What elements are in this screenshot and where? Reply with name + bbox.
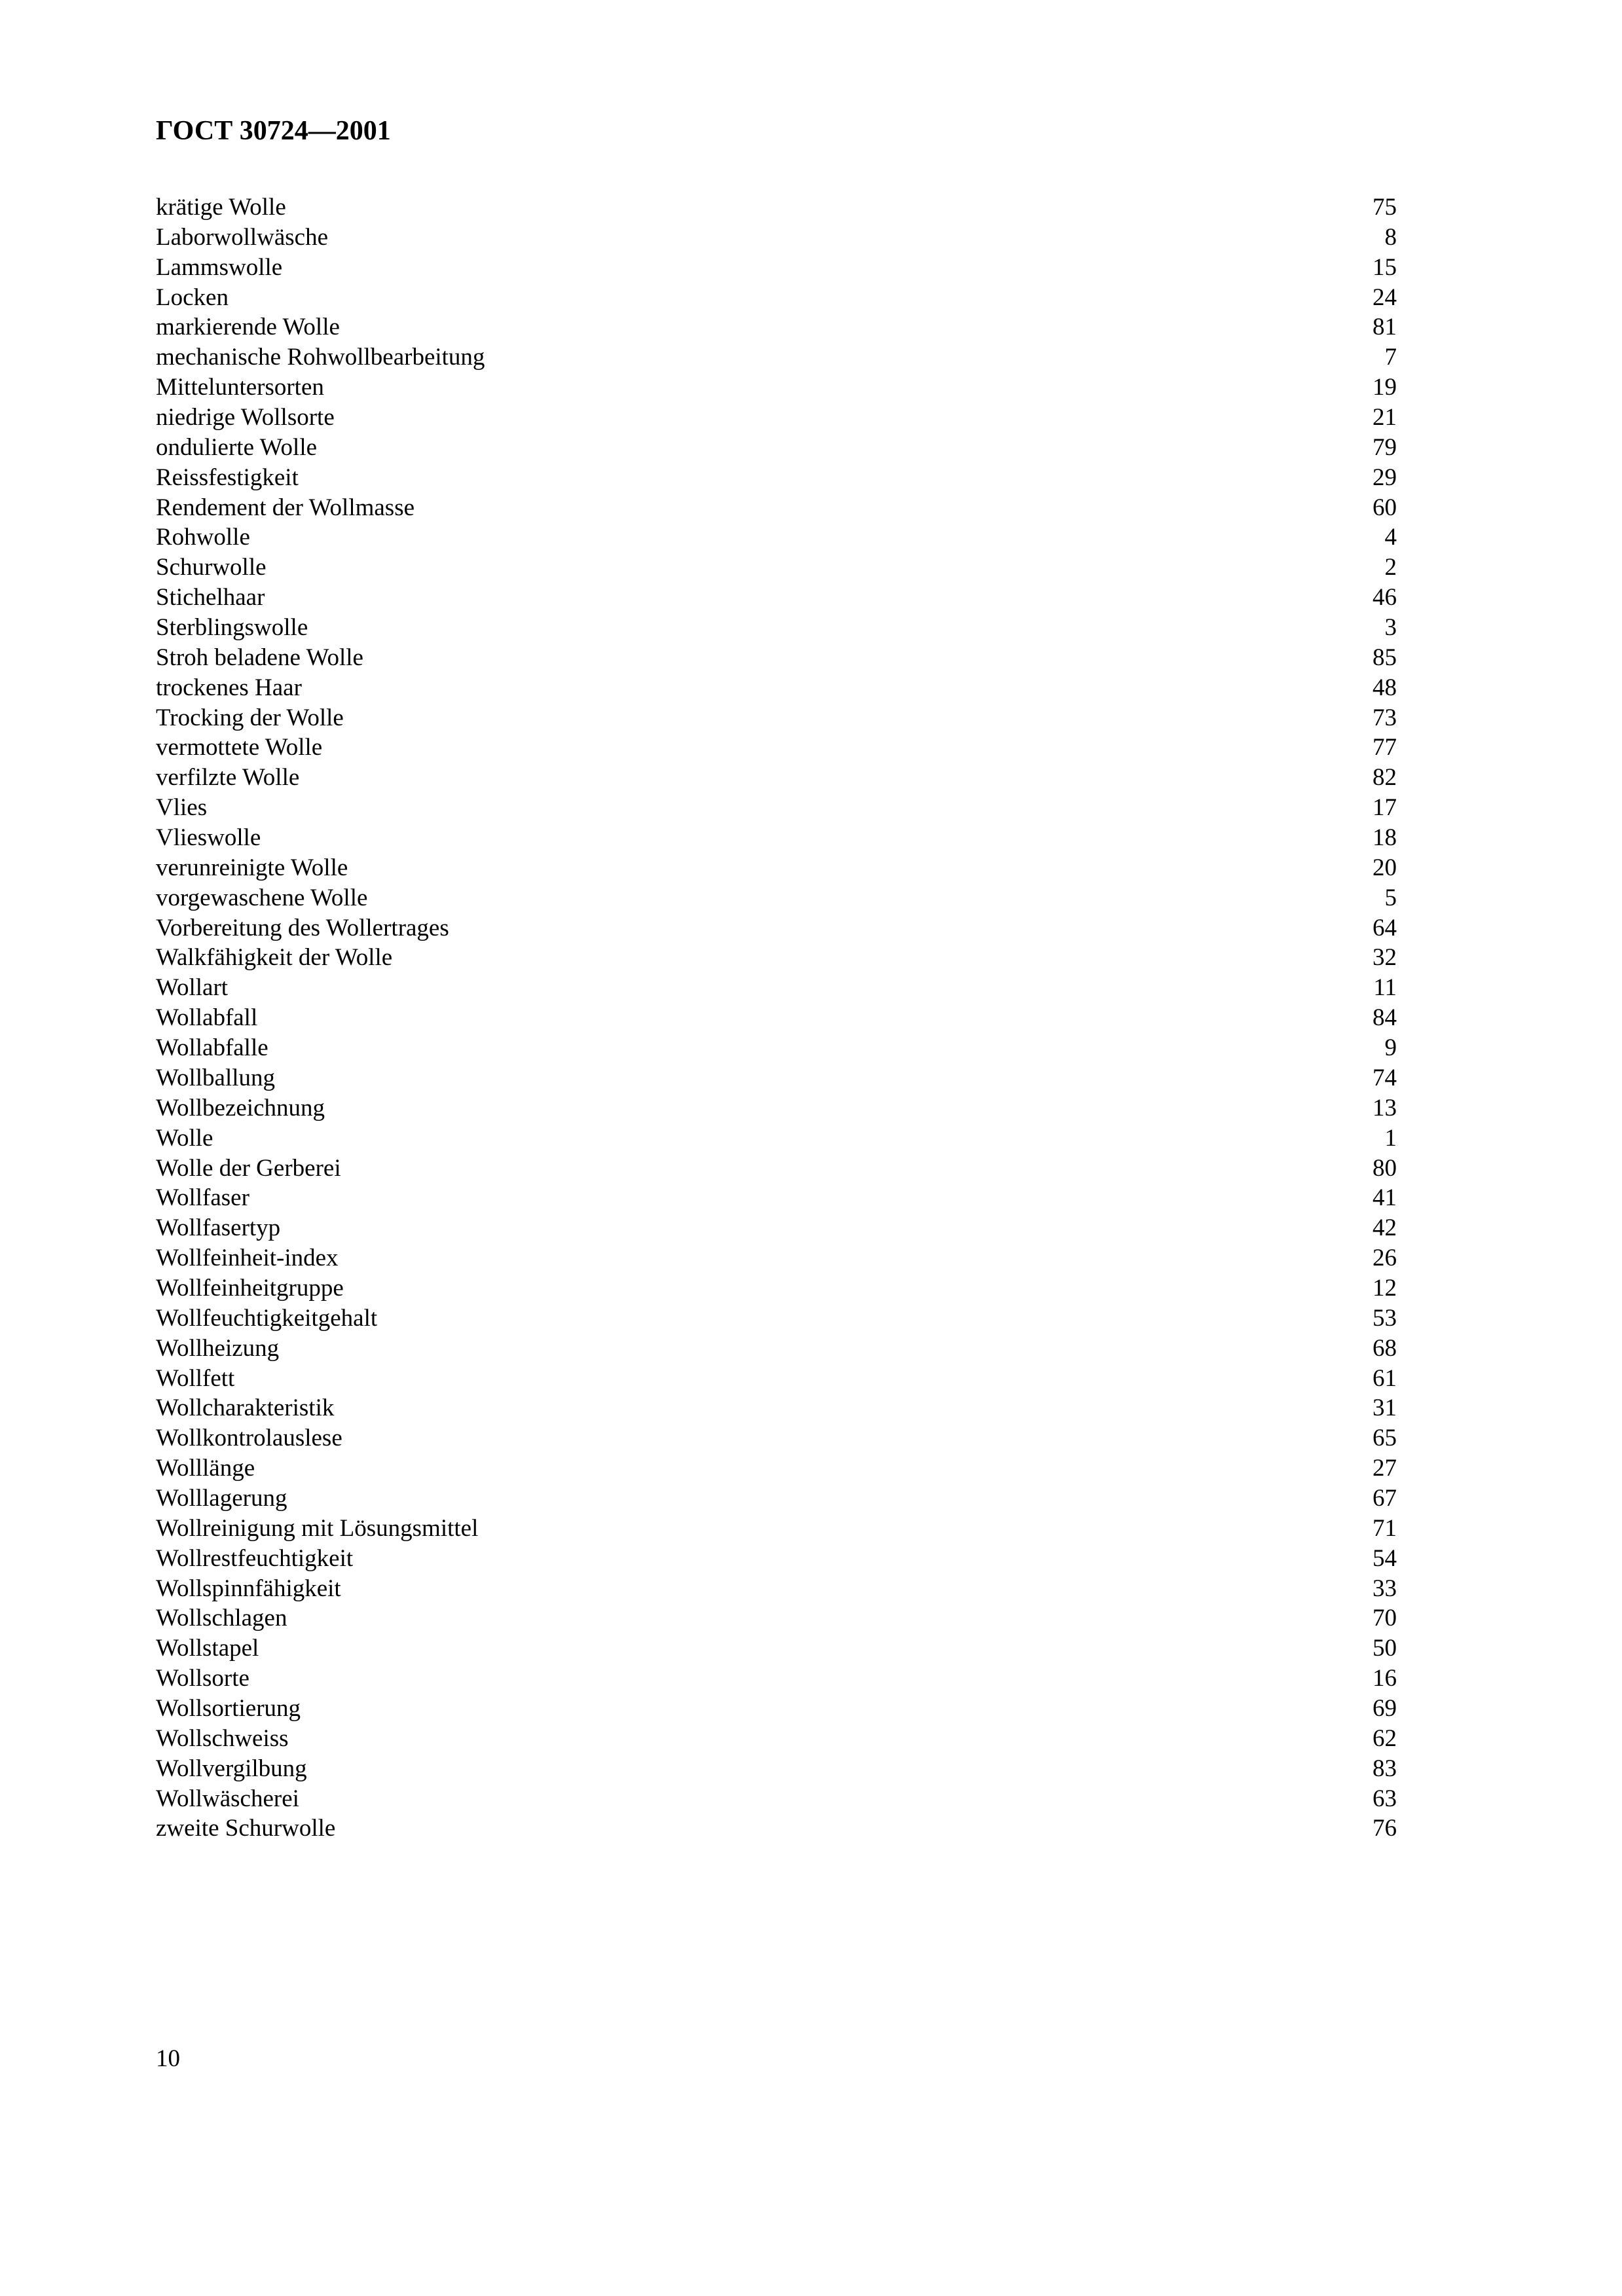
index-entry <box>156 223 1397 253</box>
index-entry <box>156 1423 1397 1453</box>
index-entry <box>156 703 1397 733</box>
index-term-number: 75 <box>1373 194 1397 221</box>
index-term-number: 24 <box>1373 283 1397 311</box>
index-entry <box>156 973 1397 1003</box>
index-term-number: 12 <box>1373 1274 1397 1302</box>
index-term: zweite Schurwolle <box>156 1815 336 1842</box>
index-entry <box>156 1514 1397 1544</box>
index-entry <box>156 1003 1397 1033</box>
index-term: Wollheizung <box>156 1334 280 1362</box>
index-term-number: 50 <box>1373 1635 1397 1662</box>
index-entry <box>156 1633 1397 1664</box>
index-entry <box>156 1813 1397 1844</box>
index-term: Wolllagerung <box>156 1484 287 1512</box>
index-entry <box>156 733 1397 763</box>
index-term-number: 82 <box>1373 764 1397 792</box>
index-term-number: 32 <box>1373 944 1397 972</box>
index-term: Stroh beladene Wolle <box>156 644 363 671</box>
index-term: Wollballung <box>156 1064 276 1091</box>
index-entry <box>156 342 1397 373</box>
index-term: Wolle <box>156 1124 213 1152</box>
index-term: Wollcharakteristik <box>156 1394 335 1422</box>
index-term: vorgewaschene Wolle <box>156 884 368 911</box>
index-term-number: 85 <box>1373 644 1397 671</box>
index-term: Wollschlagen <box>156 1605 287 1632</box>
index-entry <box>156 1183 1397 1213</box>
index-entry <box>156 463 1397 493</box>
index-term-number: 18 <box>1373 824 1397 852</box>
index-entry <box>156 913 1397 943</box>
page-number: 10 <box>156 2045 180 2072</box>
index-entry <box>156 1364 1397 1394</box>
index-term-number: 77 <box>1373 734 1397 761</box>
index-entry <box>156 883 1397 913</box>
index-term: niedrige Wollsorte <box>156 404 335 431</box>
index-entry <box>156 283 1397 313</box>
index-term-number: 4 <box>1384 524 1397 551</box>
index-entry <box>156 853 1397 883</box>
index-term: Wollkontrolauslese <box>156 1425 342 1452</box>
index-term-number: 1 <box>1384 1124 1397 1152</box>
index-term-number: 48 <box>1373 674 1397 701</box>
index-term: Schurwolle <box>156 554 267 581</box>
index-term: Wollwäscherei <box>156 1785 299 1812</box>
index-term: Wollvergilbung <box>156 1755 307 1782</box>
index-term: Wolllänge <box>156 1455 255 1482</box>
index-term-number: 74 <box>1373 1064 1397 1091</box>
index-term-number: 70 <box>1373 1605 1397 1632</box>
index-term-number: 21 <box>1373 404 1397 431</box>
alphabetical-term-index <box>156 192 1397 1844</box>
index-term-number: 61 <box>1373 1364 1397 1392</box>
index-term-number: 79 <box>1373 433 1397 461</box>
index-entry <box>156 1273 1397 1303</box>
index-entry <box>156 1393 1397 1423</box>
index-entry <box>156 1574 1397 1604</box>
index-term: verunreinigte Wolle <box>156 854 348 881</box>
index-term-number: 73 <box>1373 704 1397 731</box>
index-term-number: 33 <box>1373 1575 1397 1602</box>
index-term: Locken <box>156 283 229 311</box>
index-term: Wollfeinheit-index <box>156 1245 339 1272</box>
index-term: Vlies <box>156 794 208 822</box>
index-term: markierende Wolle <box>156 314 340 341</box>
index-term-number: 62 <box>1373 1724 1397 1752</box>
index-term-number: 84 <box>1373 1004 1397 1032</box>
index-entry <box>156 373 1397 403</box>
index-term: Stichelhaar <box>156 584 265 611</box>
index-entry <box>156 1243 1397 1273</box>
index-term-number: 9 <box>1384 1034 1397 1062</box>
index-term-number: 26 <box>1373 1245 1397 1272</box>
index-term: Wollabfalle <box>156 1034 268 1062</box>
index-entry <box>156 1453 1397 1484</box>
index-term: mechanische Rohwollbearbeitung <box>156 344 485 371</box>
index-entry <box>156 613 1397 643</box>
index-term: Laborwollwäsche <box>156 223 329 251</box>
index-term: krätige Wolle <box>156 194 286 221</box>
index-entry <box>156 823 1397 853</box>
index-entry <box>156 1784 1397 1814</box>
index-term-number: 2 <box>1384 554 1397 581</box>
index-term: trockenes Haar <box>156 674 302 701</box>
index-term-number: 42 <box>1373 1214 1397 1242</box>
index-term-number: 76 <box>1373 1815 1397 1842</box>
index-entry <box>156 1544 1397 1574</box>
index-term-number: 68 <box>1373 1334 1397 1362</box>
index-term-number: 64 <box>1373 914 1397 941</box>
index-entry <box>156 553 1397 583</box>
index-entry <box>156 1664 1397 1694</box>
index-entry <box>156 583 1397 613</box>
index-entry <box>156 763 1397 793</box>
index-term: verfilzte Wolle <box>156 764 300 792</box>
index-term: Wollfeuchtigkeitgehalt <box>156 1304 378 1332</box>
index-entry <box>156 673 1397 703</box>
index-term: Wollfett <box>156 1364 235 1392</box>
index-entry <box>156 1303 1397 1334</box>
index-entry <box>156 1033 1397 1063</box>
index-entry <box>156 433 1397 463</box>
index-term: Wollfasertyp <box>156 1214 281 1242</box>
index-entry <box>156 1213 1397 1243</box>
index-term-number: 31 <box>1373 1394 1397 1422</box>
index-term-number: 29 <box>1373 464 1397 491</box>
index-entry <box>156 943 1397 973</box>
index-term-number: 5 <box>1384 884 1397 911</box>
index-term: Vlieswolle <box>156 824 261 852</box>
index-term: Trocking der Wolle <box>156 704 344 731</box>
index-term-number: 8 <box>1384 223 1397 251</box>
index-entry <box>156 192 1397 223</box>
index-entry <box>156 1603 1397 1633</box>
index-term-number: 17 <box>1373 794 1397 822</box>
index-term: Wollart <box>156 974 229 1002</box>
index-term: Wolle der Gerberei <box>156 1154 341 1182</box>
index-entry <box>156 1694 1397 1724</box>
index-term-number: 71 <box>1373 1514 1397 1542</box>
index-entry <box>156 312 1397 342</box>
index-term: Mitteluntersorten <box>156 374 324 401</box>
index-term-number: 80 <box>1373 1154 1397 1182</box>
index-term-number: 19 <box>1373 374 1397 401</box>
index-entry <box>156 1754 1397 1784</box>
index-term: Rendement der Wollmasse <box>156 494 415 521</box>
index-term-number: 81 <box>1373 314 1397 341</box>
index-term-number: 20 <box>1373 854 1397 881</box>
index-term-number: 63 <box>1373 1785 1397 1812</box>
index-entry <box>156 403 1397 433</box>
index-term-number: 11 <box>1373 974 1397 1002</box>
index-term-number: 60 <box>1373 494 1397 521</box>
index-entry <box>156 1123 1397 1154</box>
index-term-number: 53 <box>1373 1304 1397 1332</box>
index-entry <box>156 493 1397 523</box>
index-term-number: 41 <box>1373 1184 1397 1212</box>
index-term: Wollabfall <box>156 1004 258 1032</box>
index-term-number: 3 <box>1384 614 1397 642</box>
index-entry <box>156 793 1397 823</box>
index-term-number: 65 <box>1373 1425 1397 1452</box>
index-entry <box>156 253 1397 283</box>
index-entry <box>156 1063 1397 1093</box>
index-entry <box>156 1484 1397 1514</box>
index-term-number: 67 <box>1373 1484 1397 1512</box>
index-term-number: 46 <box>1373 584 1397 611</box>
index-term: Rohwolle <box>156 524 250 551</box>
index-term: Sterblingswolle <box>156 614 308 642</box>
index-term: Wollspinnfähigkeit <box>156 1575 341 1602</box>
index-term: Wollbezeichnung <box>156 1094 325 1121</box>
index-term-number: 54 <box>1373 1544 1397 1572</box>
index-term-number: 15 <box>1373 253 1397 281</box>
index-term: vermottete Wolle <box>156 734 323 761</box>
index-entry <box>156 522 1397 553</box>
index-entry <box>156 1334 1397 1364</box>
index-term-number: 7 <box>1384 344 1397 371</box>
index-entry <box>156 1093 1397 1123</box>
index-entry <box>156 1724 1397 1754</box>
index-term: Wollschweiss <box>156 1724 289 1752</box>
index-term-number: 83 <box>1373 1755 1397 1782</box>
index-term-number: 69 <box>1373 1694 1397 1722</box>
index-term: Wollrestfeuchtigkeit <box>156 1544 354 1572</box>
index-term: Wollsorte <box>156 1665 249 1692</box>
index-entry <box>156 643 1397 673</box>
index-term-number: 13 <box>1373 1094 1397 1121</box>
index-term: Wollfeinheitgruppe <box>156 1274 344 1302</box>
index-entry <box>156 1154 1397 1184</box>
index-term-number: 27 <box>1373 1455 1397 1482</box>
index-term: Walkfähigkeit der Wolle <box>156 944 393 972</box>
index-term-number: 16 <box>1373 1665 1397 1692</box>
index-term: Wollreinigung mit Lösungsmittel <box>156 1514 479 1542</box>
index-term: Wollsortierung <box>156 1694 301 1722</box>
page-header-standard-id: ГОСТ 30724—2001 <box>156 116 391 146</box>
index-term: Wollstapel <box>156 1635 259 1662</box>
index-term: Reissfestigkeit <box>156 464 299 491</box>
index-term: Lammswolle <box>156 253 283 281</box>
index-term: Wollfaser <box>156 1184 249 1212</box>
index-term: ondulierte Wolle <box>156 433 318 461</box>
index-term: Vorbereitung des Wollertrages <box>156 914 449 941</box>
